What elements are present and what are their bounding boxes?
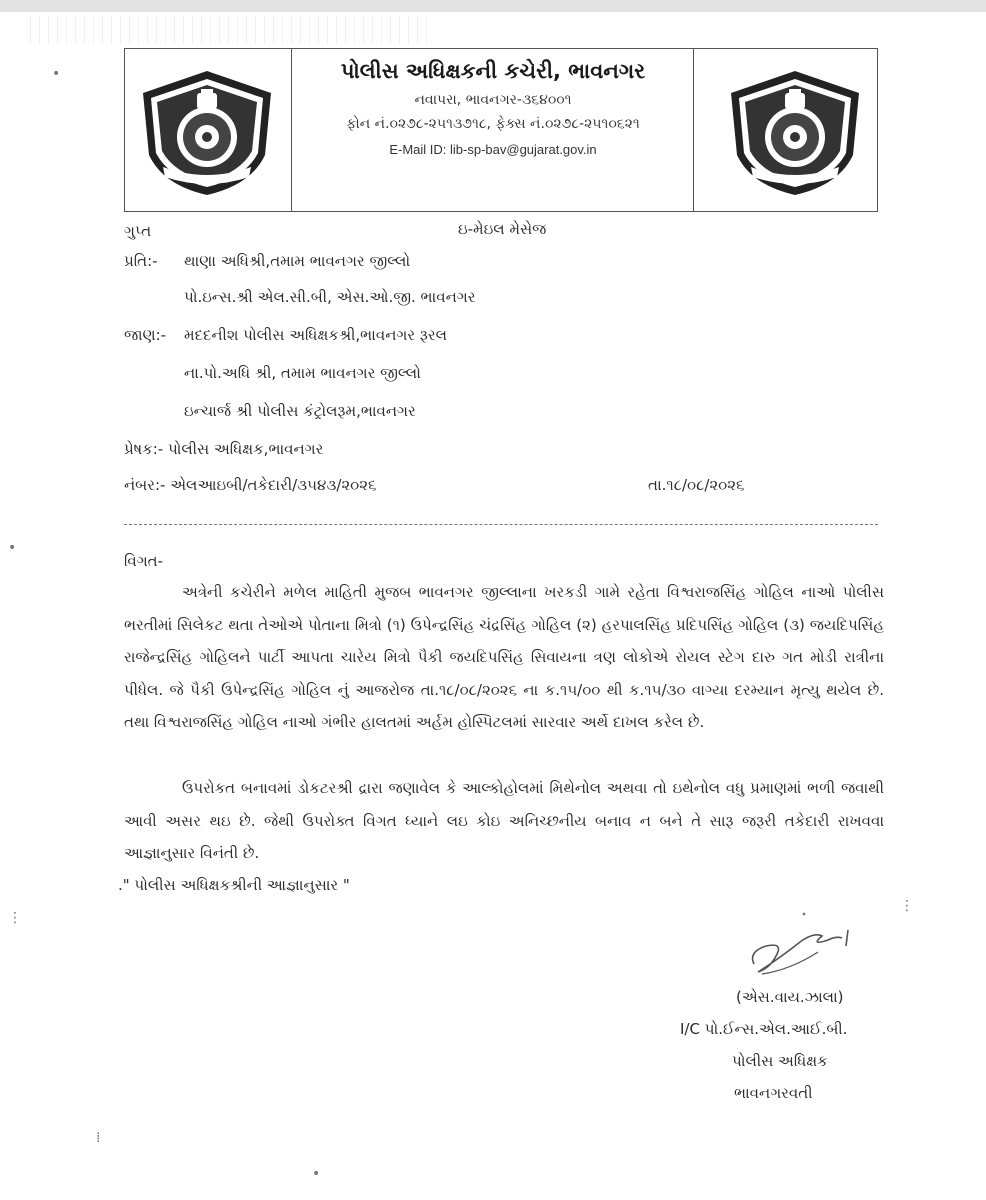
signatory-place: ભાવનગરવતી [734,1084,813,1102]
office-address: નવાપરા, ભાવનગર-૩૬૪૦૦૧ [414,92,572,108]
header-divider-left [291,49,292,211]
handwritten-signature [740,912,860,982]
cc-recipient-1: મદદનીશ પોલીસ અધિક્ષકશ્રી,ભાવનગર રૂરલ [184,326,447,344]
gujarat-police-emblem-right [721,67,869,199]
body-paragraph-1: અત્રેની કચેરીને મળેલ માહિતી મુજબ ભાવનગર જીલ્લાના ખરકડી ગામે રહેતા વિશ્વરાજસિંહ ગોહિલ નાઓ પોલીસ ભરતીમાં સિલેકટ થતા તેઓએ પોતાના મિત્રો (૧) ઉપેન્દ્રસિંહ ચંદ્રસિંહ ગોહિલ (૨) હરપાલસિંહ પ્રદિપસિંહ ગોહિલ (૩) જયદિપસિંહ રાજેન્દ્રસિંહ ગોહિલને પાર્ટી આપતા ચારેય મિત્રો પૈકી જયદિપસિંહ સિવાયના ત્રણ લોકોએ રોયલ સ્ટેગ દારુ ગત મોડી રાત્રીના પીધેલ. જે પૈકી ઉપેન્દ્રસિંહ ગોહિલ નું આજરોજ તા.૧૮/૦૮/૨૦૨૬ ના ક.૧૫/૦૦ થી ક.૧૫/૩૦ વાગ્યા દરમ્યાન મૃત્યુ થયેલ છે. તથા વિશ્વરાજસિંહ ગોહિલ નાઓ ગંભીર હાલતમાં અર્હમ હોસ્પિટલમાં સારવાર અર્થે દાખલ કરેલ છે. [124,583,884,731]
scan-speck: ⁞ [96,1130,101,1146]
letter-date: તા.૧૮/૦૮/૨૦૨૬ [648,476,745,494]
letterhead [124,48,878,212]
scan-speck: • [312,1166,321,1182]
cc-recipient-3: ઇન્ચાર્જ શ્રી પોલીસ કંટ્રોલરૂમ,ભાવનગર [184,402,416,420]
scan-noise [30,16,430,44]
top-scan-border [0,0,986,12]
scan-speck: • [52,66,61,82]
signatory-office: પોલીસ અધિક્ષક [732,1052,828,1070]
office-phone: ફોન નં.૦૨૭૮-૨૫૧૩૭૧૮, ફેક્સ નં.૦૨૭૮-૨૫૧૦૬૨૧ [346,116,640,132]
cc-label: જાણ:- [124,326,167,344]
letterhead-text [293,49,693,157]
body-heading: વિગત- [124,552,164,570]
cc-recipient-2: ના.પો.અધિ શ્રી, તમામ ભાવનગર જીલ્લો [184,364,421,382]
secret-label: ગુપ્ત [124,222,152,240]
to-recipient-2: પો.ઇન્સ.શ્રી એલ.સી.બી, એસ.ઓ.જી. ભાવનગર [184,288,476,306]
separator-line [124,524,878,525]
message-type: ઇ-મેઇલ મેસેજ [458,220,547,238]
reference-number: નંબર:- એલઆઇબી/તકેદારી/૩૫૪૩/૨૦૨૬ [124,476,377,494]
signatory-designation: I/C પો.ઈન્સ.એલ.આઈ.બી. [680,1020,848,1038]
office-email: E-Mail ID: lib-sp-bav@gujarat.gov.in [389,142,597,157]
to-recipient-1: થાણા અધિશ્રી,તમામ ભાવનગર જીલ્લો [184,252,411,270]
header-divider-right [693,49,694,211]
scan-speck: ⋮ [8,910,22,926]
scan-speck: • [8,540,17,556]
office-title: પોલીસ અધિક્ષકની કચેરી, ભાવનગર [340,59,646,83]
gujarat-police-emblem-left [133,67,281,199]
body-paragraph-2: ઉપરોકત બનાવમાં ડોકટરશ્રી દ્રારા જણાવેલ કે આલ્કોહોલમાં મિથેનોલ અથવા તો ઇથેનોલ વધુ પ્રમાણમાં ભળી જવાથી આવી અસર થઇ છે. જેથી ઉપરોક્ત વિગત ધ્યાને લઇ કોઇ અનિચ્છનીય બનાવ ન બને તે સારૂ જરૂરી તકેદારી રાખવવા આજ્ઞાનુસાર વિનંતી છે. [124,779,884,862]
scan-speck: ⋮ [900,898,914,914]
closing-line: ." પોલીસ અધિક્ષકશ્રીની આજ્ઞાનુસાર " [118,876,350,894]
sender-line: પ્રેષક:- પોલીસ અધિક્ષક,ભાવનગર [124,440,324,458]
to-label: પ્રતિ:- [124,252,158,270]
signatory-name: (એસ.વાય.ઝાલા) [736,988,844,1006]
